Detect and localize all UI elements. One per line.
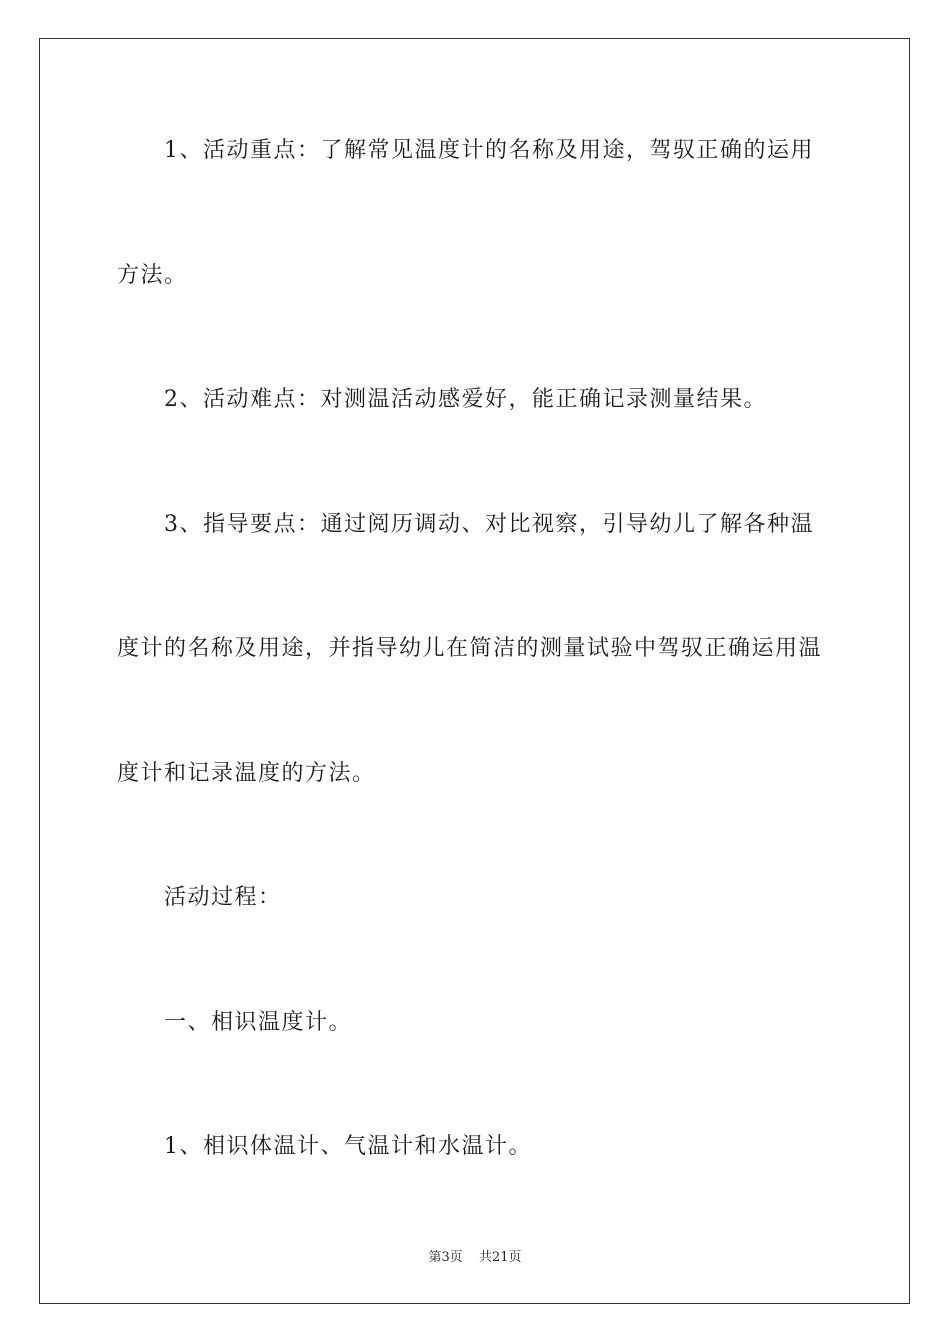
page-total: 共21页 — [478, 1250, 522, 1265]
paragraph-guidance-line-1: 3、指导要点：通过阅历调动、对比视察，引导幼儿了解各种温 — [164, 512, 814, 537]
paragraph-difficulty: 2、活动难点：对测温活动感爱好，能正确记录测量结果。 — [164, 387, 767, 412]
paragraph-key-point-line-1: 1、活动重点：了解常见温度计的名称及用途，驾驭正确的运用 — [164, 138, 814, 163]
list-item-thermometer-types: 1、相识体温计、气温计和水温计。 — [164, 1134, 532, 1159]
paragraph-guidance-line-2: 度计的名称及用途，并指导幼儿在简洁的测量试验中驾驭正确运用温 — [117, 636, 823, 661]
page-border — [39, 38, 910, 1304]
section-heading-process: 活动过程： — [164, 885, 282, 910]
page-footer — [0, 1246, 950, 1265]
section-heading-know-thermometer: 一、相识温度计。 — [164, 1010, 353, 1035]
paragraph-key-point-line-2: 方法。 — [117, 263, 188, 288]
page-number: 第3页 — [428, 1250, 463, 1265]
paragraph-guidance-line-3: 度计和记录温度的方法。 — [117, 761, 376, 786]
